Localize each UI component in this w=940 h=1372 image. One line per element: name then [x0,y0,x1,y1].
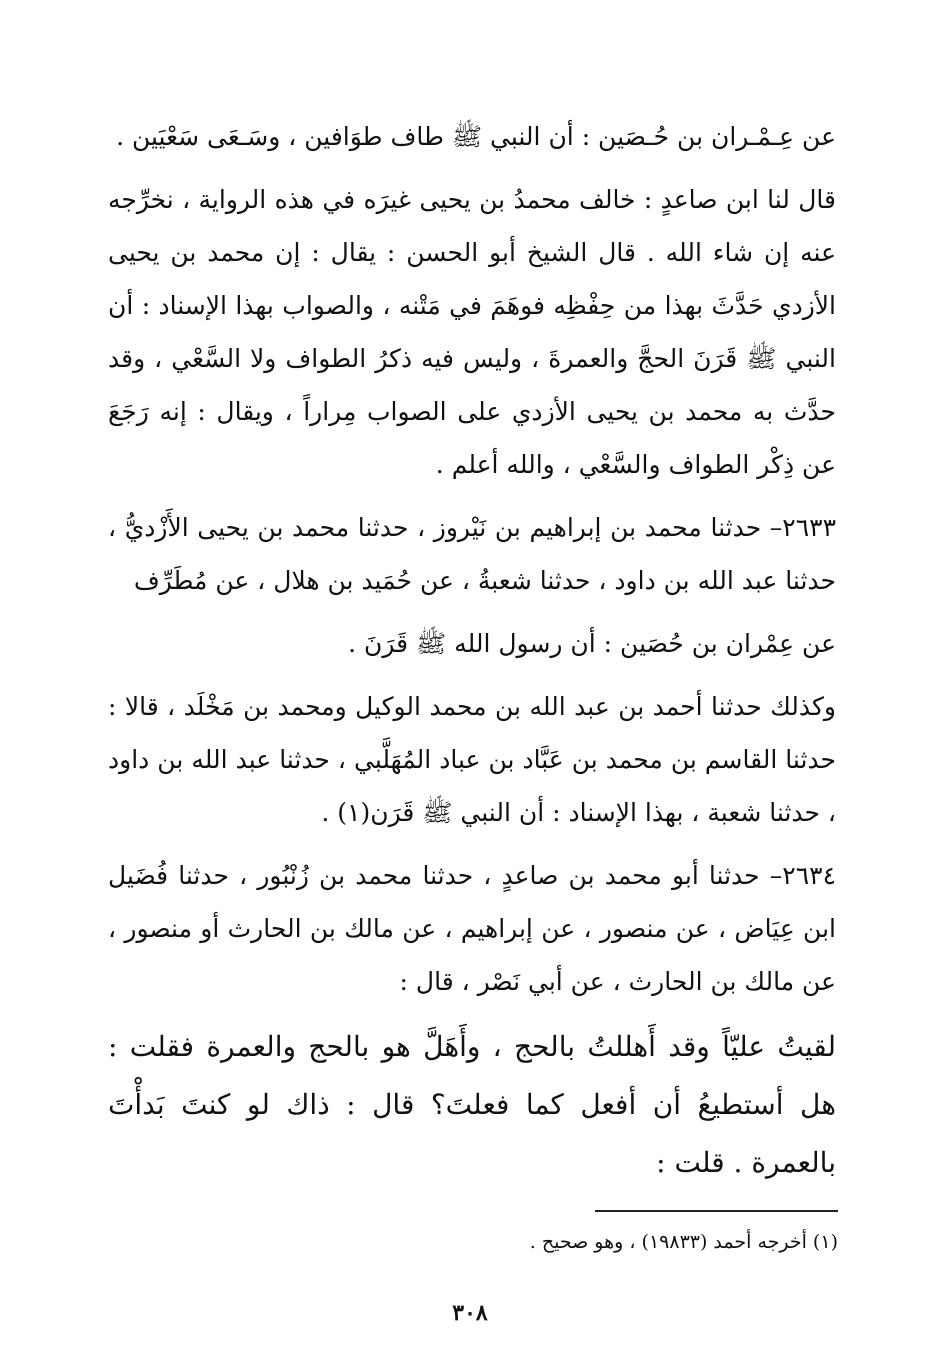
footnote-divider [595,1210,838,1212]
hadith-text-1: عن عِـمْـران بن حُـصَين : أن النبي ﷺ طاف طوَافين ، وسَـعَى سَعْيَين . [116,122,836,151]
isnad-2634: ٢٦٣٤– حدثنا أبو محمد بن صاعدٍ ، حدثنا محمد بن زُنْبُور ، حدثنا فُضَيل ابن عِيَاض ، عن منصور ، عن إبراهيم ، عن مالك بن الحارث أو منصور ، عن مالك بن الحارث ، عن أبي نَصْر ، قال : [108,861,836,996]
alternate-isnad: وكذلك حدثنا أحمد بن عبد الله بن محمد الوكيل ومحمد بن مَخْلَد ، قالا : حدثنا القاسم بن محمد بن عَبَّاد بن عباد المُهَلَّبي ، حدثنا عبد الله بن داود ، حدثنا شعبة ، بهذا الإسناد : أن النبي ﷺ قَرَن(١) . [108,692,836,827]
page-number: ٣٠٨ [452,1300,488,1326]
footnote: (١) أخرجه أحمد (١٩٨٣٣) ، وهو صحيح . [529,1231,838,1253]
page-body [108,110,836,1202]
isnad-2633: ٢٦٣٣– حدثنا محمد بن إبراهيم بن نَيْروز ، حدثنا محمد بن يحيى الأَزْديُّ ، حدثنا عبد الله بن داود ، حدثنا شعبةُ ، عن حُمَيد بن هلال ، عن مُطَرِّف [108,513,836,595]
hadith-text-2633: عن عِمْران بن حُصَين : أن رسول الله ﷺ قَرَنَ . [348,629,836,658]
commentary-paragraph: قال لنا ابن صاعدٍ : خالف محمدُ بن يحيى غيرَه في هذه الرواية ، نخرِّجه عنه إن شاء الله . قال الشيخ أبو الحسن : يقال : إن محمد بن يحيى الأزدي حَدَّثَ بهذا من حِفْظِه فوهَمَ في مَتْنه ، والصواب بهذا الإسناد : أن النبي ﷺ قَرَنَ الحجَّ والعمرةَ ، وليس فيه ذكرُ الطواف ولا السَّعْي ، وقد حدَّث به محمد بن يحيى الأزدي على الصواب مِراراً ، ويقال : إنه رَجَعَ عن ذِكْر الطواف والسَّعْي ، والله أعلم . [108,185,836,479]
hadith-text-2634: لقيتُ عليّاً وقد أَهللتُ بالحج ، وأَهَلَّ هو بالحج والعمرة فقلت : هل أستطيعُ أن أفعل كما فعلتَ؟ قال : ذاك لو كنتَ بَدأْتَ بالعمرة . قلت : [108,1030,836,1179]
